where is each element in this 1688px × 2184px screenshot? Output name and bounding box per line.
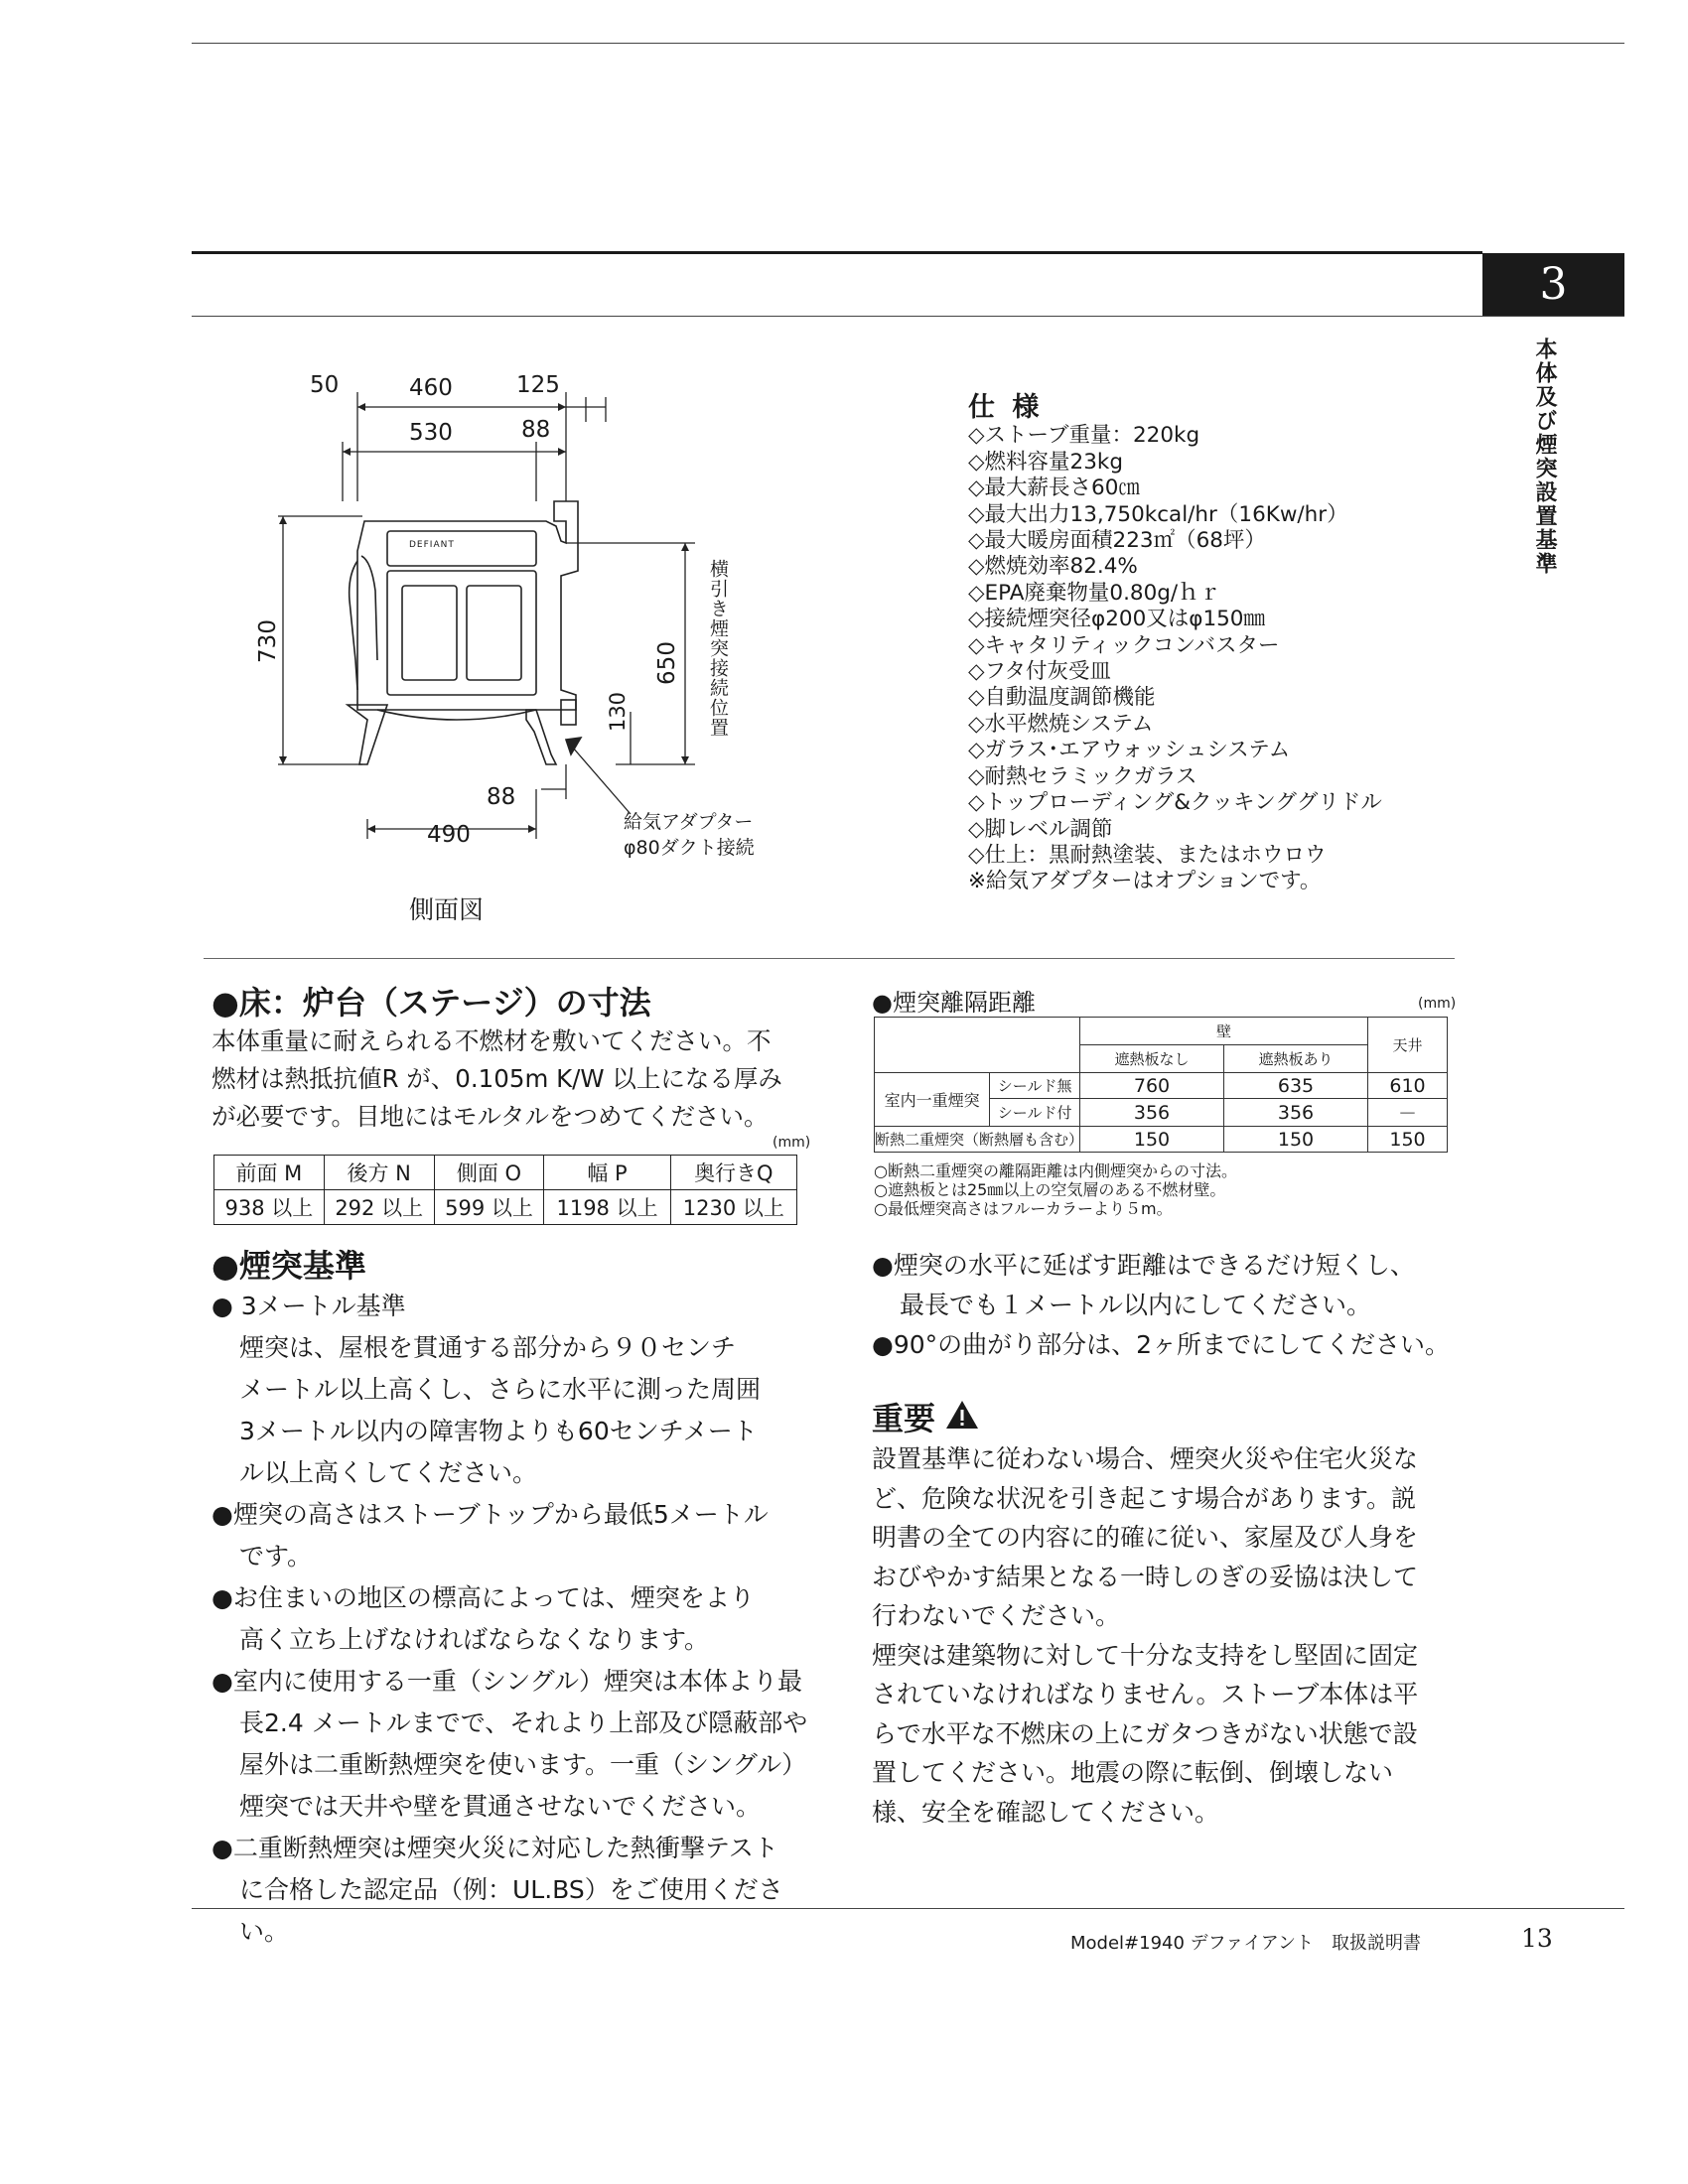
floor-text-line: が必要です。目地にはモルタルをつめてください。 — [211, 1102, 769, 1131]
section-divider — [204, 958, 1455, 959]
chimney-heading: ●煙突基準 — [211, 1247, 366, 1285]
shield-with-label: シールド付 — [990, 1099, 1080, 1127]
spec-item: ◇トップローディング&クッキンググリドル — [968, 790, 1382, 816]
side-view-diagram — [238, 362, 794, 884]
spec-item: ◇フタ付灰受皿 — [968, 659, 1112, 685]
chapter-title: 本体及び煙突設置基準 — [1532, 338, 1558, 576]
table-row — [214, 1190, 797, 1225]
flue-connection-label: 横引き煙突接続位置 — [707, 559, 729, 738]
floor-unit: (mm) — [773, 1135, 811, 1151]
chimney-line: メートル以上高くし、さらに水平に測った周囲 — [239, 1375, 762, 1404]
dim-650: 650 — [653, 641, 680, 685]
floor-text — [211, 1023, 807, 1136]
flue-clearance-table — [874, 1017, 1448, 1153]
table-header: 奥行きQ — [670, 1156, 796, 1190]
spec-item: ◇燃焼効率82.4% — [968, 554, 1138, 580]
table-cell: 1198 以上 — [544, 1190, 670, 1225]
table-header: 前面 M — [214, 1156, 325, 1190]
chimney-line: です。 — [239, 1542, 313, 1570]
table-row — [875, 1127, 1448, 1153]
spec-item: ◇耐熱セラミックガラス — [968, 763, 1197, 789]
important-line: 煙突は建築物に対して十分な支持をし堅固に固定 — [872, 1640, 1419, 1670]
top-rule — [192, 43, 1624, 44]
chimney-line: ●室内に使用する一重（シングル）煙突は本体より最 — [211, 1667, 802, 1696]
no-shield-header: 遮熱板なし — [1080, 1045, 1224, 1073]
chimney-line: 長2.4 メートルまでで、それより上部及び隠蔽部や — [239, 1708, 808, 1737]
important-line: ど、危険な状況を引き起こす場合があります。説 — [872, 1483, 1417, 1513]
chimney-line: 煙突では天井や壁を貫通させないでください。 — [239, 1792, 762, 1821]
dim-530: 530 — [409, 420, 453, 446]
dim-730: 730 — [254, 619, 281, 663]
chimney-line: ●煙突の高さはストーブトップから最低5メートル — [211, 1500, 769, 1529]
note-line: ○遮熱板とは25㎜以上の空気層のある不燃材壁。 — [874, 1180, 1226, 1199]
flue-heading: ●煙突離隔距離 — [872, 989, 1036, 1017]
important-line: 置してください。地震の際に転倒、倒壊しない — [872, 1758, 1394, 1787]
table-cell: 150 — [1224, 1127, 1368, 1153]
important-line: おびやかす結果となる一時しのぎの妥協は決して — [872, 1562, 1419, 1591]
shield-none-label: シールド無 — [990, 1073, 1080, 1099]
dim-88-bottom: 88 — [487, 784, 516, 810]
table-cell: 356 — [1224, 1099, 1368, 1127]
floor-text-line: 燃材は熱抵抗値R が、0.105m K/W 以上になる厚み — [211, 1064, 782, 1093]
table-header: 幅 P — [544, 1156, 670, 1190]
important-heading-wrap — [872, 1394, 979, 1439]
horizontal-flue-notes — [872, 1246, 1468, 1365]
chapter-number: 3 — [1482, 253, 1624, 316]
chimney-line: ● 3メートル基準 — [211, 1292, 406, 1320]
spec-item: ◇自動温度調節機能 — [968, 685, 1156, 711]
important-line: されていなければなりません。ストーブ本体は平 — [872, 1680, 1419, 1708]
spec-item: ◇水平燃焼システム — [968, 711, 1154, 737]
chimney-line: 高く立ち上げなければならなくなります。 — [239, 1625, 710, 1654]
spec-item: ◇脚レベル調節 — [968, 816, 1113, 842]
spec-item: ◇最大薪長さ60㎝ — [968, 476, 1140, 501]
table-cell: － — [1368, 1099, 1448, 1127]
table-header: 後方 N — [324, 1156, 434, 1190]
dim-460: 460 — [409, 375, 453, 401]
bullet-line: ●90°の曲がり部分は、2ヶ所までにしてください。 — [872, 1330, 1451, 1359]
page-number: 13 — [1521, 1924, 1553, 1953]
spec-item: ◇キャタリティックコンバスター — [968, 632, 1280, 658]
table-header: 側面 O — [434, 1156, 544, 1190]
chimney-line: 煙突は、屋根を貫通する部分から９０センチ — [239, 1333, 737, 1362]
important-line: らで水平な不燃床の上にガタつきがない状態で設 — [872, 1718, 1418, 1748]
table-cell: 356 — [1080, 1099, 1224, 1127]
table-cell: 292 以上 — [324, 1190, 434, 1225]
chimney-line: 3メートル以内の障害物よりも60センチメート — [239, 1417, 758, 1445]
adapter-duct-label: φ80ダクト接続 — [624, 837, 755, 859]
flue-unit: (mm) — [1418, 996, 1457, 1012]
table-cell: 938 以上 — [214, 1190, 325, 1225]
spec-item: ◇接続煙突径φ200又はφ150㎜ — [968, 607, 1265, 632]
table-row — [214, 1156, 797, 1190]
spec-list — [968, 392, 1445, 895]
dim-130: 130 — [606, 691, 631, 733]
table-cell: 760 — [1080, 1073, 1224, 1099]
note-line: ○断熱二重煙突の離隔距離は内側煙突からの寸法。 — [874, 1161, 1237, 1180]
adapter-label: 給気アダプター — [624, 811, 754, 833]
spec-item: ◇最大出力13,750kcal/hr（16Kw/hr） — [968, 501, 1348, 527]
spec-item: ◇EPA廃棄物量0.80g/ｈｒ — [968, 580, 1221, 606]
dim-88-top: 88 — [521, 417, 551, 443]
important-line: 設置基準に従わない場合、煙突火災や住宅火災な — [872, 1444, 1419, 1473]
chimney-text — [211, 1286, 827, 1953]
single-flue-label: 室内一重煙突 — [875, 1073, 990, 1127]
wall-header: 壁 — [1080, 1018, 1368, 1045]
warning-icon — [945, 1400, 979, 1433]
spec-item: ◇仕上：黒耐熱塗装、またはホウロウ — [968, 842, 1327, 868]
chimney-line: ●お住まいの地区の標高によっては、煙突をより — [211, 1583, 755, 1612]
chapter-rule-bottom — [192, 316, 1624, 317]
table-corner — [875, 1018, 1080, 1073]
table-row — [875, 1018, 1448, 1045]
important-line: 行わないでください。 — [872, 1601, 1121, 1630]
floor-table — [213, 1155, 797, 1225]
dim-125: 125 — [516, 372, 560, 398]
spec-title: 仕 様 — [968, 392, 1044, 423]
table-row — [875, 1073, 1448, 1099]
important-line: 様、安全を確認してください。 — [872, 1797, 1220, 1827]
flue-notes — [874, 1161, 1237, 1218]
dim-490: 490 — [427, 822, 471, 848]
spec-item: ◇燃料容量23kg — [968, 449, 1123, 475]
dim-50: 50 — [310, 372, 340, 398]
double-flue-label: 断熱二重煙突（断熱層も含む） — [875, 1127, 1080, 1153]
floor-text-line: 本体重量に耐えられる不燃材を敷いてください。不 — [211, 1026, 772, 1055]
diagram-caption: 側面図 — [409, 895, 485, 924]
floor-heading: ●床：炉台（ステージ）の寸法 — [211, 984, 651, 1022]
note-line: ○最低煙突高さはフルーカラーより５m。 — [874, 1199, 1173, 1218]
table-cell: 635 — [1224, 1073, 1368, 1099]
table-cell: 150 — [1080, 1127, 1224, 1153]
chimney-line: ル以上高くしてください。 — [239, 1458, 538, 1487]
chapter-rule-top — [192, 251, 1482, 254]
footer-rule — [192, 1908, 1624, 1909]
bullet-line: 最長でも１メートル以内にしてください。 — [900, 1291, 1372, 1319]
spec-item: ◇最大暖房面積223㎡（68坪） — [968, 528, 1266, 554]
important-text — [872, 1439, 1468, 1832]
bullet-line: ●煙突の水平に延ばす距離はできるだけ短くし、 — [872, 1251, 1415, 1280]
footer-model: Model#1940 デファイアント 取扱説明書 — [1070, 1933, 1422, 1954]
important-heading: 重要 — [872, 1400, 936, 1437]
spec-item: ※給気アダプターはオプションです。 — [968, 869, 1322, 894]
table-cell: 150 — [1368, 1127, 1448, 1153]
table-cell: 1230 以上 — [670, 1190, 796, 1225]
table-cell: 599 以上 — [434, 1190, 544, 1225]
with-shield-header: 遮熱板あり — [1224, 1045, 1368, 1073]
chimney-line: ●二重断熱煙突は煙突火災に対応した熱衝撃テスト — [211, 1834, 778, 1862]
chimney-line: 屋外は二重断熱煙突を使います。一重（シングル） — [239, 1750, 807, 1779]
ceiling-header: 天井 — [1368, 1018, 1448, 1073]
table-cell: 610 — [1368, 1073, 1448, 1099]
important-line: 明書の全ての内容に的確に従い、家屋及び人身を — [872, 1523, 1419, 1552]
brand-plate: DEFIANT — [409, 540, 455, 550]
spec-item: ◇ストーブ重量：220kg — [968, 423, 1200, 449]
chimney-line: に合格した認定品（例：UL.BS）をご使用ください。 — [239, 1875, 783, 1946]
spec-item: ◇ガラス･エアウォッシュシステム — [968, 738, 1291, 763]
